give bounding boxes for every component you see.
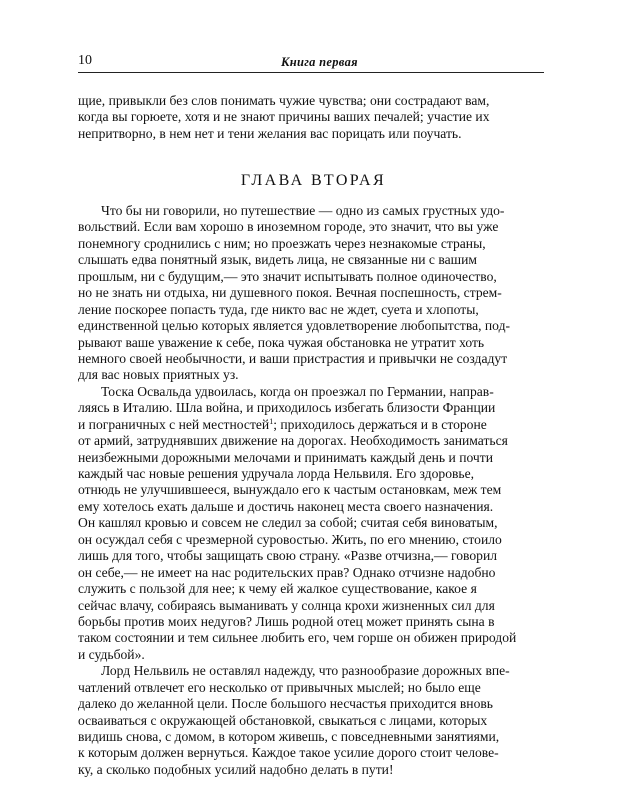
page-number: 10 — [78, 53, 92, 68]
text-line: для вас новых приятных уз. — [78, 367, 239, 383]
text-line: далеко до желанной цели. После большого несчастья приходится вновь — [78, 696, 493, 712]
text-line: щие, привыкли без слов понимать чужие чувства; они сострадают вам, — [78, 93, 490, 108]
text-line: неизбежными дорожными мелочами и принимать каждый день и почти — [78, 449, 493, 465]
running-head — [78, 53, 544, 73]
text-line: немного своей необычности, и ваши пристрастия и привычки не создадут — [78, 350, 508, 366]
text-line: но не знать ни отдыха, ни душевного покоя. Вечная поспешность, стрем- — [78, 285, 502, 301]
intro-paragraph — [78, 93, 549, 142]
text-line: когда вы горюете, хотя и не знают причины ваших печалей; участие их — [78, 109, 490, 125]
footnote-marker[interactable]: 1 — [269, 416, 274, 426]
text-line: он себе,— не имеет на нас родительских прав? Однако отчизне надобно — [78, 564, 496, 580]
text-line: осваиваться с окружающей обстановкой, свыкаться с лицами, которых — [78, 712, 488, 728]
text-line: слышать едва понятный язык, видеть лица, не связанные ни с вашим — [78, 252, 477, 268]
text-line: Тоска Освальда удвоилась, когда он проезжал по Германии, направ- — [101, 383, 494, 399]
text-line: ляясь в Италию. Шла война, и приходилось избегать близости Франции — [78, 400, 496, 416]
text-line: непритворно, в нем нет и тени желания вас порицать или поучать. — [78, 125, 462, 141]
header-rule — [78, 72, 544, 73]
text-line: отнюдь не улучшившееся, вынуждало его к частым остановкам, меж тем — [78, 482, 502, 498]
text-line: лишь для того, чтобы защищать свою страну. «Разве отчизна,— говорил — [78, 548, 498, 564]
text-line: Лорд Нельвиль не оставлял надежду, что разнообразие дорожных впе- — [101, 663, 510, 679]
text-line: чатлений отвлечет его несколько от привычных мыслей; но было еще — [78, 679, 481, 695]
text-fragment: и пограничных с ней местностей — [78, 416, 270, 432]
chapter-title: ГЛАВА ВТОРАЯ — [240, 172, 387, 189]
text-line: служить с пользой для нее; к чему ей жалкое существование, какое я — [78, 581, 477, 597]
text-line: борьбы против моих недугов? Лишь родной отец может принять сына в — [78, 613, 495, 629]
paragraph-2 — [78, 384, 549, 663]
text-line: Что бы ни говорили, но путешествие — одно из самых грустных удо- — [101, 203, 505, 218]
text-line: Он кашлял кровью и совсем не следил за собой; считая себя виноватым, — [78, 515, 498, 531]
text-line: и судьбой». — [78, 646, 145, 662]
text-line: видишь снова, с домом, в котором живешь, с повседневными занятиями, — [78, 729, 500, 744]
text-line: прошлым, ни с будущим,— это значит испытывать полное одиночество, — [78, 268, 497, 284]
text-line: он осуждал себя с чрезмерной суровостью. Жить, по его мнению, стоило — [78, 531, 502, 547]
text-line: к которым должен вернуться. Каждое такое усилие дорого стоит челове- — [78, 745, 499, 761]
text-line: вольствий. Если вам хорошо в иноземном городе, это значит, что вы уже — [78, 219, 499, 235]
text-line: таком состоянии и тем сильнее любить его, чем горше он обижен природой — [78, 630, 517, 646]
text-line: каждый час новые решения удручала лорда Нельвиля. Его здоровье, — [78, 466, 475, 481]
text-line: сейчас влачу, собираясь выманивать у солнца крохи жизненных сил для — [78, 597, 495, 613]
text-line: от армий, затруднявших движение на дорогах. Необходимость заниматься — [78, 433, 508, 449]
paragraph-1 — [78, 203, 549, 384]
text-line: ку, а сколько подобных усилий надобно делать в пути! — [78, 761, 394, 777]
text-line: единственной целью которых является удовлетворение любопытства, под- — [78, 318, 511, 334]
text-line: рывают ваше уважение к себе, пока чужая обстановка не утратит хоть — [78, 334, 485, 350]
text-line: понемногу сроднились с ним; но проезжать через незнакомые страны, — [78, 235, 486, 251]
chapter-body — [78, 203, 549, 778]
text-fragment: ; приходилось держаться и в стороне — [273, 416, 487, 432]
text-line: ление поскорее попасть туда, где никто вас не ждет, суета и хлопоты, — [78, 301, 479, 317]
text-line-with-footnote — [78, 417, 549, 433]
book-title: Книга первая — [281, 55, 358, 69]
text-line: ему хотелось ехать дальше и достичь наконец места своего назначения. — [78, 498, 494, 514]
paragraph-3 — [78, 663, 549, 778]
